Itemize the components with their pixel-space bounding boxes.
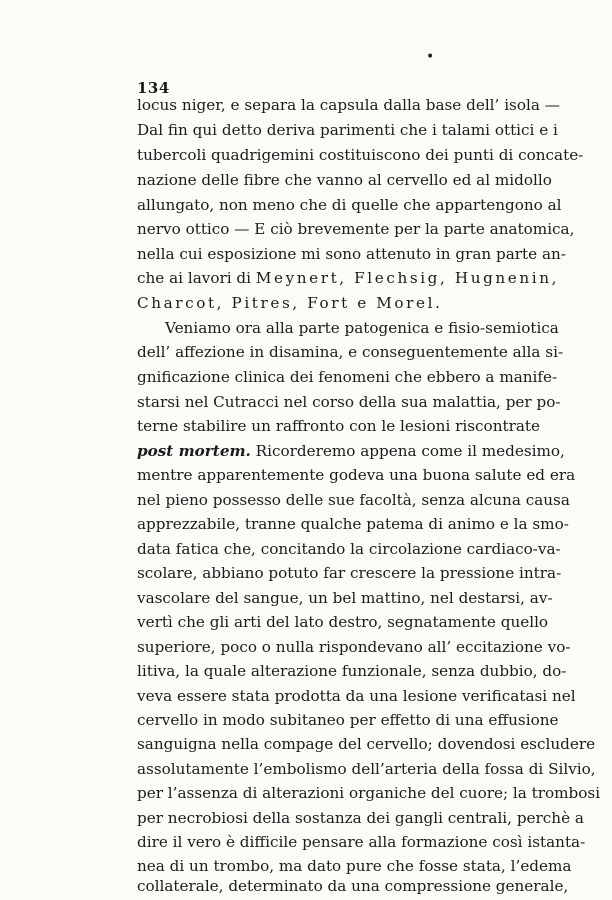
text-line: sanguigna nella compage del cervello; dovendosi escludere [137,735,596,753]
text-line: scolare, abbiano potuto far crescere la pressione intra- [137,564,562,582]
text-line: litiva, la quale alterazione funzionale, senza dubbio, do- [137,662,567,680]
text-line [137,441,565,461]
text-line: data fatica che, concitando la circolazione cardiaco-va- [137,540,561,558]
text-line: mentre apparentemente godeva una buona salute ed era [137,466,576,484]
text-line: dell’ affezione in disamina, e conseguentemente alla si- [137,343,564,361]
text-line: superiore, poco o nulla rispondevano all’ eccitazione vo- [137,638,571,656]
text-line: vascolare del sangue, un bel mattino, nel destarsi, av- [137,589,553,607]
text-line: terne stabilire un raffronto con le lesioni riscontrate [137,417,540,435]
text-line: nea di un trombo, ma dato pure che fosse stata, l’edema [137,857,572,875]
text-line: Dal fin qui detto deriva parimenti che i talami ottici e i [137,121,558,139]
text-line: veva essere stata prodotta da una lesione verificatasi nel [137,687,576,705]
paragraph-first-line: Veniamo ora alla parte patogenica e fisio-semiotica [165,319,559,337]
text-line: allungato, non meno che di quelle che appartengono al [137,196,562,214]
text-line: nel pieno possesso delle sue facoltà, senza alcuna causa [137,491,570,509]
text-line: collaterale, determinato da una compressione generale, [137,877,569,895]
text-line: per l’assenza di alterazioni organiche del cuore; la trombosi [137,784,601,802]
text-line: vertì che gli arti del lato destro, segnatamente quello [137,613,549,631]
text-line: nazione delle fibre che vanno al cervello ed al midollo [137,171,552,189]
italic-phrase: post mortem. [137,442,251,460]
text-line: per necrobiosi della sostanza dei gangli centrali, perchè a [137,809,584,827]
text-line: locus niger, e separa la capsula dalla base dell’ isola — [137,96,560,114]
text-line: nella cui esposizione mi sono attenuto in gran parte an- [137,245,566,263]
text-line: assolutamente l’embolismo dell’arteria della fossa di Silvio, [137,760,596,778]
text-fragment: Ricorderemo appena come il medesimo, [255,442,565,460]
page-number: 134 [137,79,170,97]
text-line: nervo ottico — E ciò brevemente per la parte anatomica, [137,220,575,238]
text-line: dire il vero è difficile pensare alla formazione così istanta- [137,833,586,851]
ink-dot: • [426,49,435,65]
text-line [137,268,560,288]
spaced-names: Meynert, Flechsig, Hugnenin, [255,269,560,287]
text-line: starsi nel Cutracci nel corso della sua malattia, per po- [137,393,561,411]
text-fragment: che ai lavori di [137,269,252,287]
text-line: cervello in modo subitaneo per effetto di una effusione [137,711,559,729]
text-line: apprezzabile, tranne qualche patema di animo e la smo- [137,515,569,533]
text-line: gnificazione clinica dei fenomeni che ebbero a manife- [137,368,558,386]
text-line: tubercoli quadrigemini costituiscono dei punti di concate- [137,146,584,164]
text-line-spaced: Charcot, Pitres, Fort e Morel. [137,294,443,312]
